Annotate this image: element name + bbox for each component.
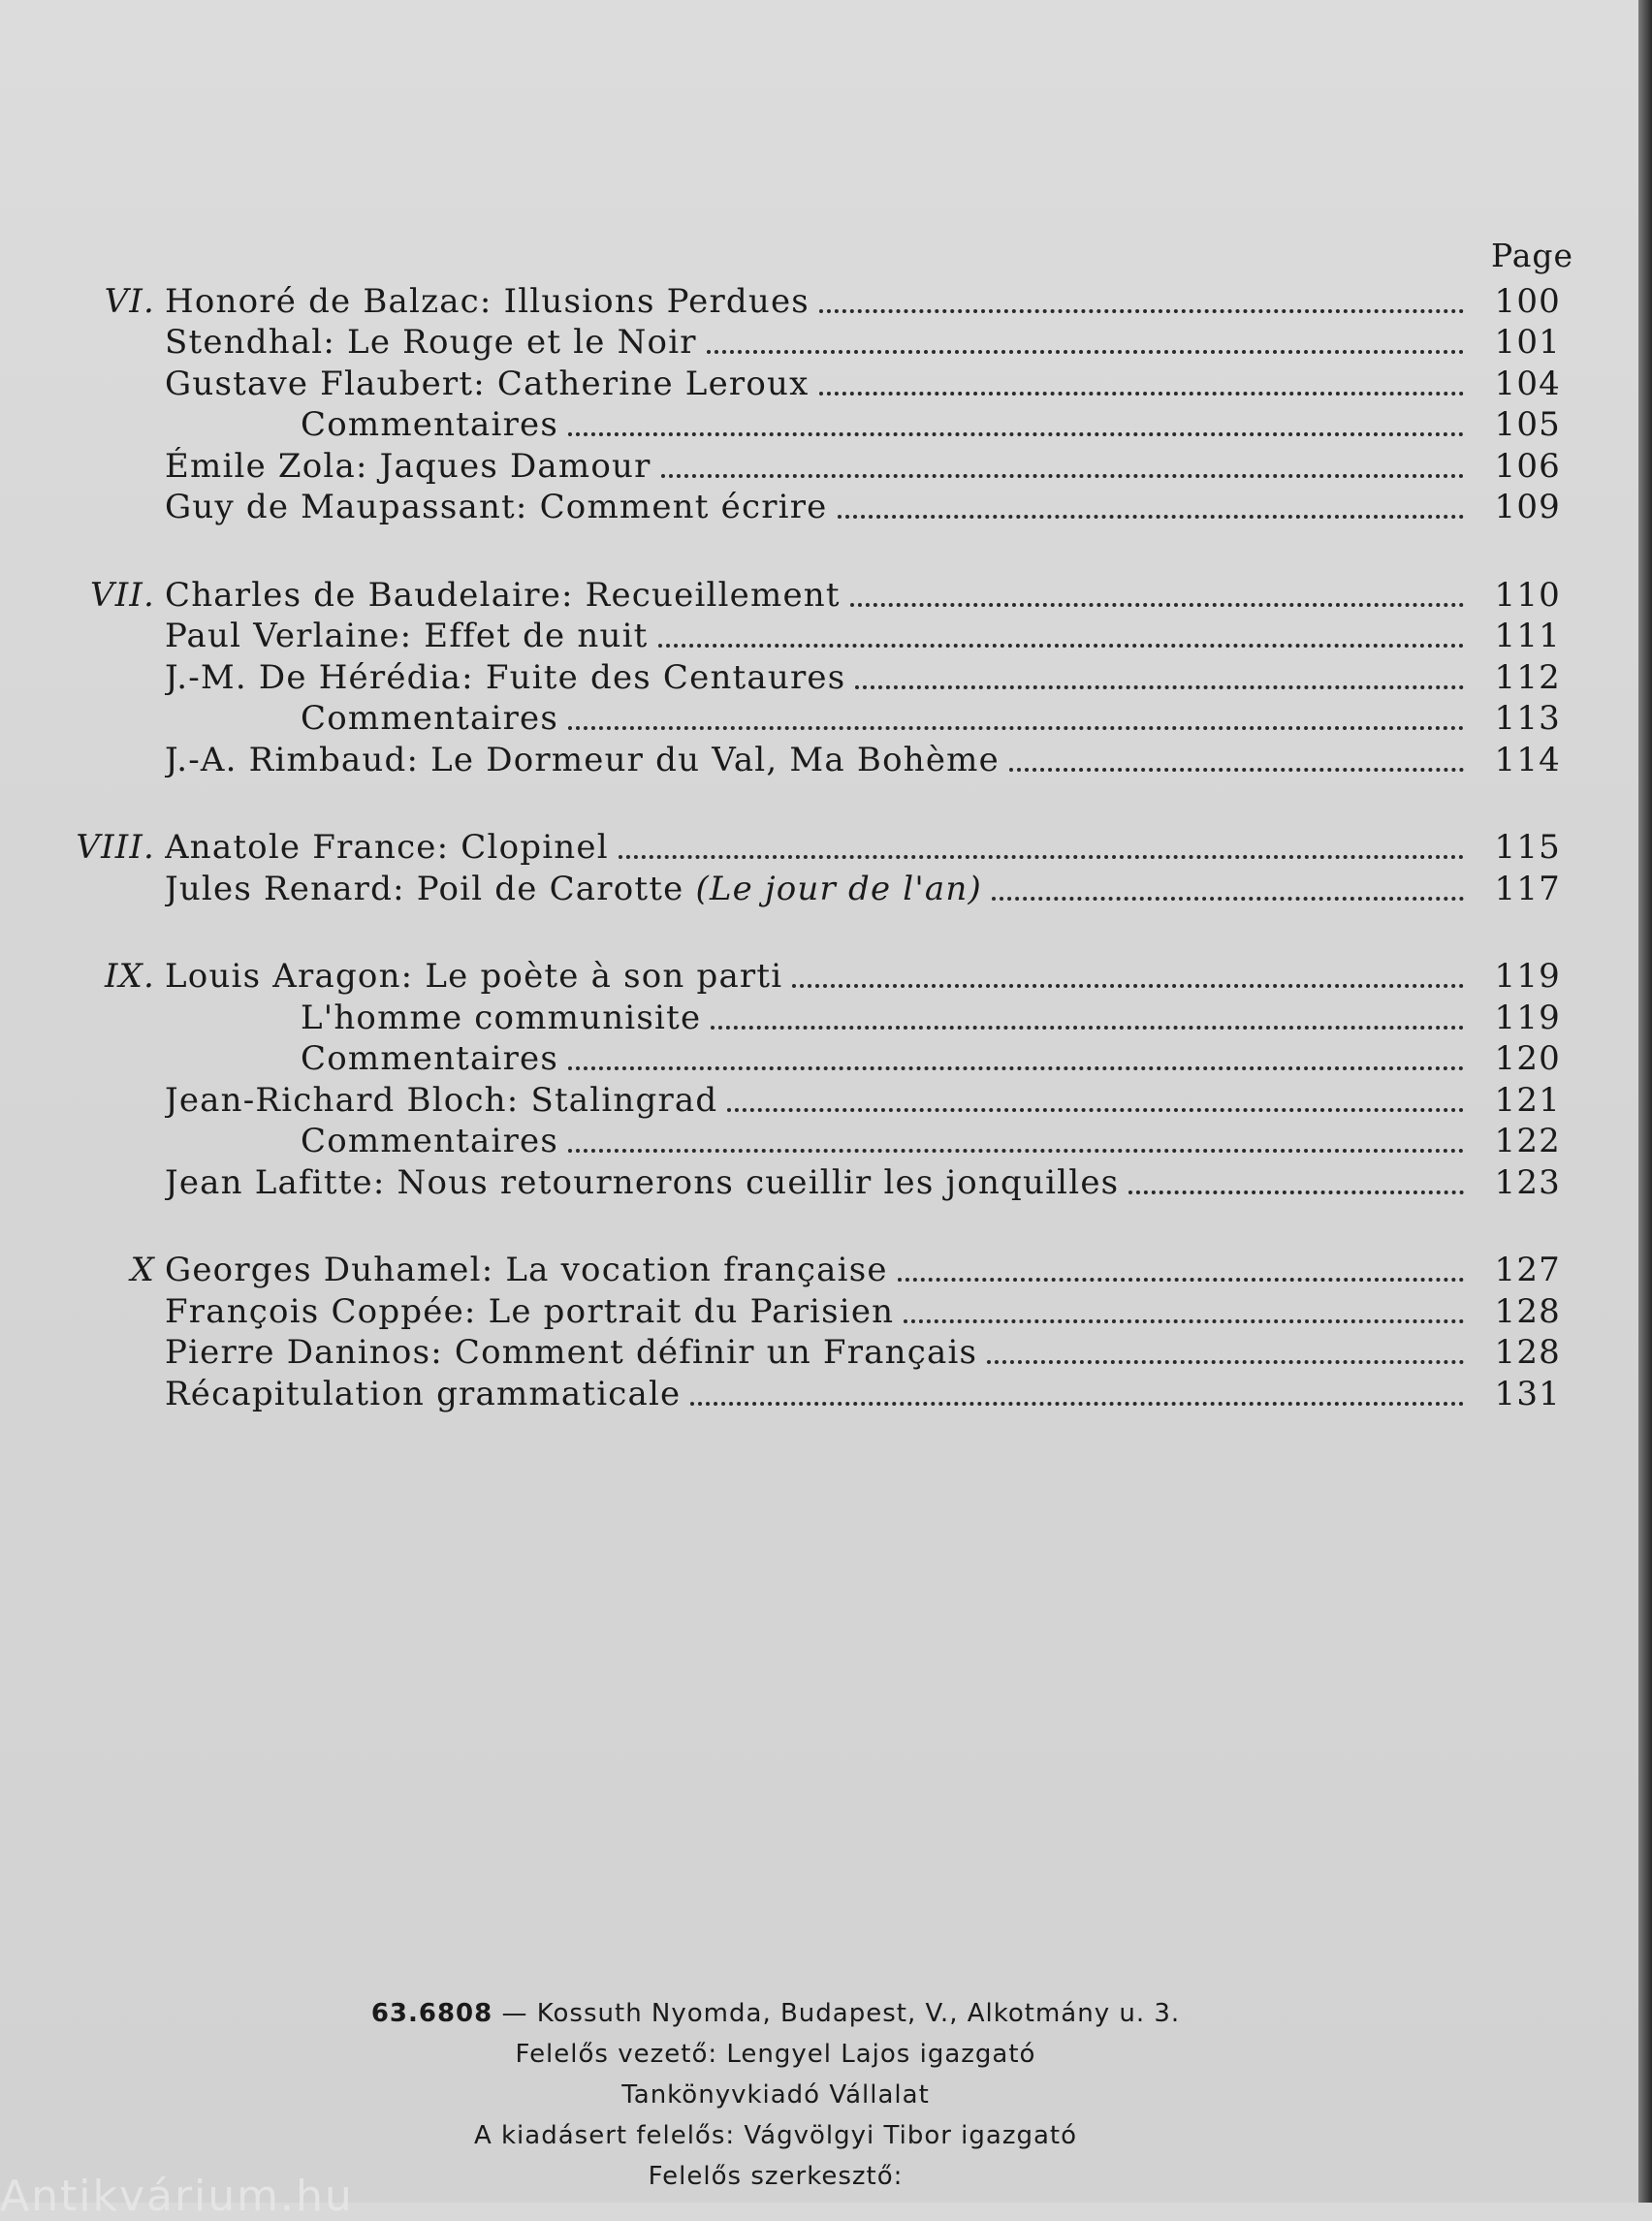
toc-entry: [48, 1039, 1580, 1081]
toc-page-number: 101: [1494, 323, 1561, 362]
toc-entry-body: [165, 1375, 1464, 1413]
toc-entry-title: [165, 957, 782, 996]
toc-entry-body: [301, 1122, 1464, 1160]
printer-name: — Kossuth Nyomda, Budapest, V., Alkotmány u. 3.: [501, 1999, 1181, 2028]
section-numeral: X: [130, 1251, 155, 1289]
toc-entry-title: [165, 365, 810, 403]
toc-entry-body: [165, 1333, 1464, 1372]
toc-entry-title-text: L'homme communisite: [301, 998, 702, 1037]
toc-entry-title: [165, 1375, 681, 1413]
dot-leader: [568, 1066, 1464, 1070]
toc-section: [48, 1251, 1580, 1415]
dot-leader: [992, 897, 1464, 901]
toc-entry-title: [165, 870, 982, 908]
toc-page-number: 128: [1494, 1291, 1561, 1331]
toc-entry-title: [301, 1039, 558, 1078]
toc-entry-body: [165, 1081, 1464, 1120]
dot-leader: [1009, 768, 1464, 772]
toc-entry-title: [165, 1251, 888, 1289]
toc-entry: [48, 1374, 1580, 1415]
toc-entry-title-text: Charles de Baudelaire: Recueillement: [165, 575, 841, 615]
toc-entry-title-text: Stendhal: Le Rouge et le Noir: [165, 323, 697, 362]
print-code: 63.6808: [370, 1999, 493, 2028]
toc-entry: [48, 657, 1580, 699]
section-numeral: IX.: [104, 957, 155, 996]
toc-entry: [48, 1162, 1580, 1204]
colophon: [291, 1993, 1260, 2197]
toc-entry-title-text: Récapitulation grammaticale: [165, 1374, 682, 1413]
toc-entry-title-text: Georges Duhamel: La vocation française: [165, 1251, 888, 1289]
toc-entry-title-text: Paul Verlaine: Effet de nuit: [165, 617, 649, 655]
dot-leader: [707, 350, 1464, 354]
toc-entry: [48, 740, 1580, 781]
toc-entry-title: [165, 488, 828, 526]
toc-page-number: 119: [1494, 957, 1561, 996]
section-numeral: VIII.: [76, 828, 155, 867]
page-edge-shadow: [1638, 0, 1652, 2203]
toc-page-number: 128: [1494, 1333, 1561, 1372]
toc-entry-title-text: Commentaires: [301, 405, 559, 444]
toc-page-number: 117: [1494, 869, 1561, 908]
toc-entry-title-text: Émile Zola: Jaques Damour: [165, 446, 651, 486]
toc-entry-title: [165, 282, 810, 321]
toc-entry: [48, 617, 1580, 658]
toc-entry: [48, 957, 1580, 999]
toc-entry-body: [165, 576, 1464, 615]
toc-section: [48, 828, 1580, 910]
toc-entry: [48, 1333, 1580, 1375]
toc-entry-body: [165, 323, 1464, 362]
toc-section: [48, 575, 1580, 781]
toc-page-number: 109: [1494, 488, 1561, 526]
toc-entry-body: [165, 282, 1464, 321]
dot-leader: [987, 1360, 1464, 1364]
toc-entry-body: [301, 1039, 1464, 1078]
toc-entry: [48, 405, 1580, 447]
dot-leader: [568, 726, 1464, 730]
dot-leader: [690, 1402, 1464, 1406]
toc-page-number: 121: [1494, 1080, 1561, 1120]
toc-entry-title: [165, 741, 1000, 779]
dot-leader: [711, 1026, 1464, 1030]
toc-entry-title-text: Louis Aragon: Le poète à son parti: [165, 957, 783, 996]
dot-leader: [658, 644, 1464, 648]
toc-entry-title-text: Guy de Maupassant: Comment écrire: [165, 488, 828, 526]
toc-section: [48, 957, 1580, 1204]
watermark: Antikvárium.hu: [0, 2172, 354, 2221]
toc-entry: [48, 281, 1580, 323]
colophon-printer-line: [291, 1993, 1260, 2034]
toc-entry-title: [165, 1081, 717, 1120]
toc-entry-title: [301, 1122, 558, 1160]
toc-entry-title: [165, 323, 697, 362]
toc-entry-title-text: Anatole France: Clopinel: [165, 828, 609, 867]
toc-page-number: 119: [1494, 998, 1561, 1037]
toc-page-number: 131: [1494, 1374, 1561, 1413]
dot-leader: [838, 515, 1465, 519]
toc-entry-title-text: Jean-Richard Bloch: Stalingrad: [165, 1080, 718, 1120]
toc-entry: [48, 1291, 1580, 1333]
toc-page-number: 104: [1494, 364, 1561, 403]
dot-leader: [568, 1149, 1464, 1153]
toc-entry-title: [165, 447, 651, 486]
toc-entry: [48, 1251, 1580, 1292]
toc-entry-body: [165, 828, 1464, 867]
toc-page-number: 110: [1494, 575, 1561, 615]
toc-entry-body: [165, 870, 1464, 908]
dot-leader: [1128, 1190, 1464, 1194]
toc-entry-title-text: Commentaires: [301, 699, 559, 738]
toc-entry-body: [165, 365, 1464, 403]
toc-entry-title: [301, 999, 701, 1037]
colophon-responsible-line: A kiadásert felelős: Vágvölgyi Tibor igazgató: [473, 2121, 1078, 2150]
toc-entry-body: [165, 1251, 1464, 1289]
toc-entry-body: [165, 1163, 1464, 1202]
toc-entry-body: [165, 741, 1464, 779]
toc-entry-body: [301, 999, 1464, 1037]
toc-entry: [48, 323, 1580, 365]
dot-leader: [904, 1319, 1464, 1323]
toc-entry: [48, 998, 1580, 1039]
toc-entry-title-text: Commentaires: [301, 1039, 559, 1078]
toc-entry-subtitle: (Le jour de l'an): [695, 869, 982, 908]
toc-entry-body: [165, 1292, 1464, 1331]
page-column-header: Page: [1491, 237, 1574, 274]
dot-leader: [850, 603, 1464, 607]
toc-page-number: 123: [1494, 1162, 1561, 1202]
dot-leader: [727, 1108, 1464, 1112]
toc-entry-title-text: J.-M. De Hérédia: Fuite des Centaures: [165, 657, 846, 697]
section-numeral: VI.: [104, 281, 155, 321]
dot-leader: [568, 432, 1464, 436]
toc-entry-title: [301, 405, 558, 444]
toc-entry-title: [165, 828, 609, 867]
toc-entry-title-text: Commentaires: [301, 1122, 559, 1160]
toc-entry-title-text: Jean Lafitte: Nous retournerons cueillir les jonquilles: [165, 1162, 1120, 1202]
colophon-manager-line: Felelős vezető: Lengyel Lajos igazgató: [515, 2040, 1036, 2069]
toc-section: [48, 281, 1580, 528]
toc-entry-title-text: J.-A. Rimbaud: Le Dormeur du Val, Ma Bohème: [165, 740, 1000, 779]
toc-entry-title-text: Pierre Daninos: Comment définir un Français: [165, 1333, 978, 1372]
toc-entry: [48, 828, 1580, 870]
toc-entry-title: [165, 1163, 1119, 1202]
section-numeral: VII.: [89, 575, 155, 615]
toc-entry-title-text: Honoré de Balzac: Illusions Perdues: [165, 281, 810, 321]
toc-entry-body: [165, 617, 1464, 655]
toc-entry-body: [301, 699, 1464, 738]
dot-leader: [898, 1278, 1464, 1282]
toc-page-number: 127: [1494, 1251, 1561, 1289]
toc-entry-title: [165, 658, 845, 697]
toc-entry: [48, 869, 1580, 910]
toc-page-number: 115: [1494, 828, 1561, 867]
toc-entry-body: [301, 405, 1464, 444]
dot-leader: [661, 474, 1464, 478]
toc-entry-title: [165, 617, 649, 655]
toc-entry-body: [165, 447, 1464, 486]
toc-entry: [48, 699, 1580, 741]
dot-leader: [855, 685, 1464, 689]
colophon-editor-line: Felelős szerkesztő:: [648, 2162, 904, 2191]
toc-entry: [48, 575, 1580, 617]
toc-page-number: 106: [1494, 446, 1561, 486]
toc-entry-title-text: François Coppée: Le portrait du Parisien: [165, 1291, 895, 1331]
toc-page-number: 112: [1494, 657, 1561, 697]
toc-entry-title: [165, 1333, 977, 1372]
toc-entry-title: [301, 699, 558, 738]
dot-leader: [819, 309, 1464, 313]
toc-entry-title: [165, 576, 841, 615]
toc-page-number: 122: [1494, 1122, 1561, 1160]
toc-entry-body: [165, 488, 1464, 526]
toc-entry: [48, 1080, 1580, 1122]
toc-entry-title-text: Gustave Flaubert: Catherine Leroux: [165, 364, 810, 403]
dot-leader: [619, 855, 1464, 859]
toc-entry-body: [165, 658, 1464, 697]
toc-entry: [48, 488, 1580, 529]
toc-entry: [48, 364, 1580, 405]
toc-page-number: 111: [1494, 617, 1561, 655]
toc-entry: [48, 446, 1580, 488]
toc-entry-title-text: Jules Renard: Poil de Carotte: [165, 869, 684, 908]
toc-entry: [48, 1122, 1580, 1163]
toc-page-number: 120: [1494, 1039, 1561, 1078]
table-of-contents: [48, 281, 1580, 1462]
dot-leader: [792, 984, 1464, 988]
toc-entry-body: [165, 957, 1464, 996]
toc-page-number: 105: [1494, 405, 1561, 444]
colophon-publisher-line: Tankönyvkiadó Vállalat: [621, 2080, 930, 2110]
toc-page-number: 113: [1494, 699, 1561, 738]
toc-page-number: 114: [1494, 740, 1561, 779]
dot-leader: [819, 392, 1465, 396]
toc-entry-title: [165, 1292, 894, 1331]
toc-page-number: 100: [1494, 281, 1561, 321]
